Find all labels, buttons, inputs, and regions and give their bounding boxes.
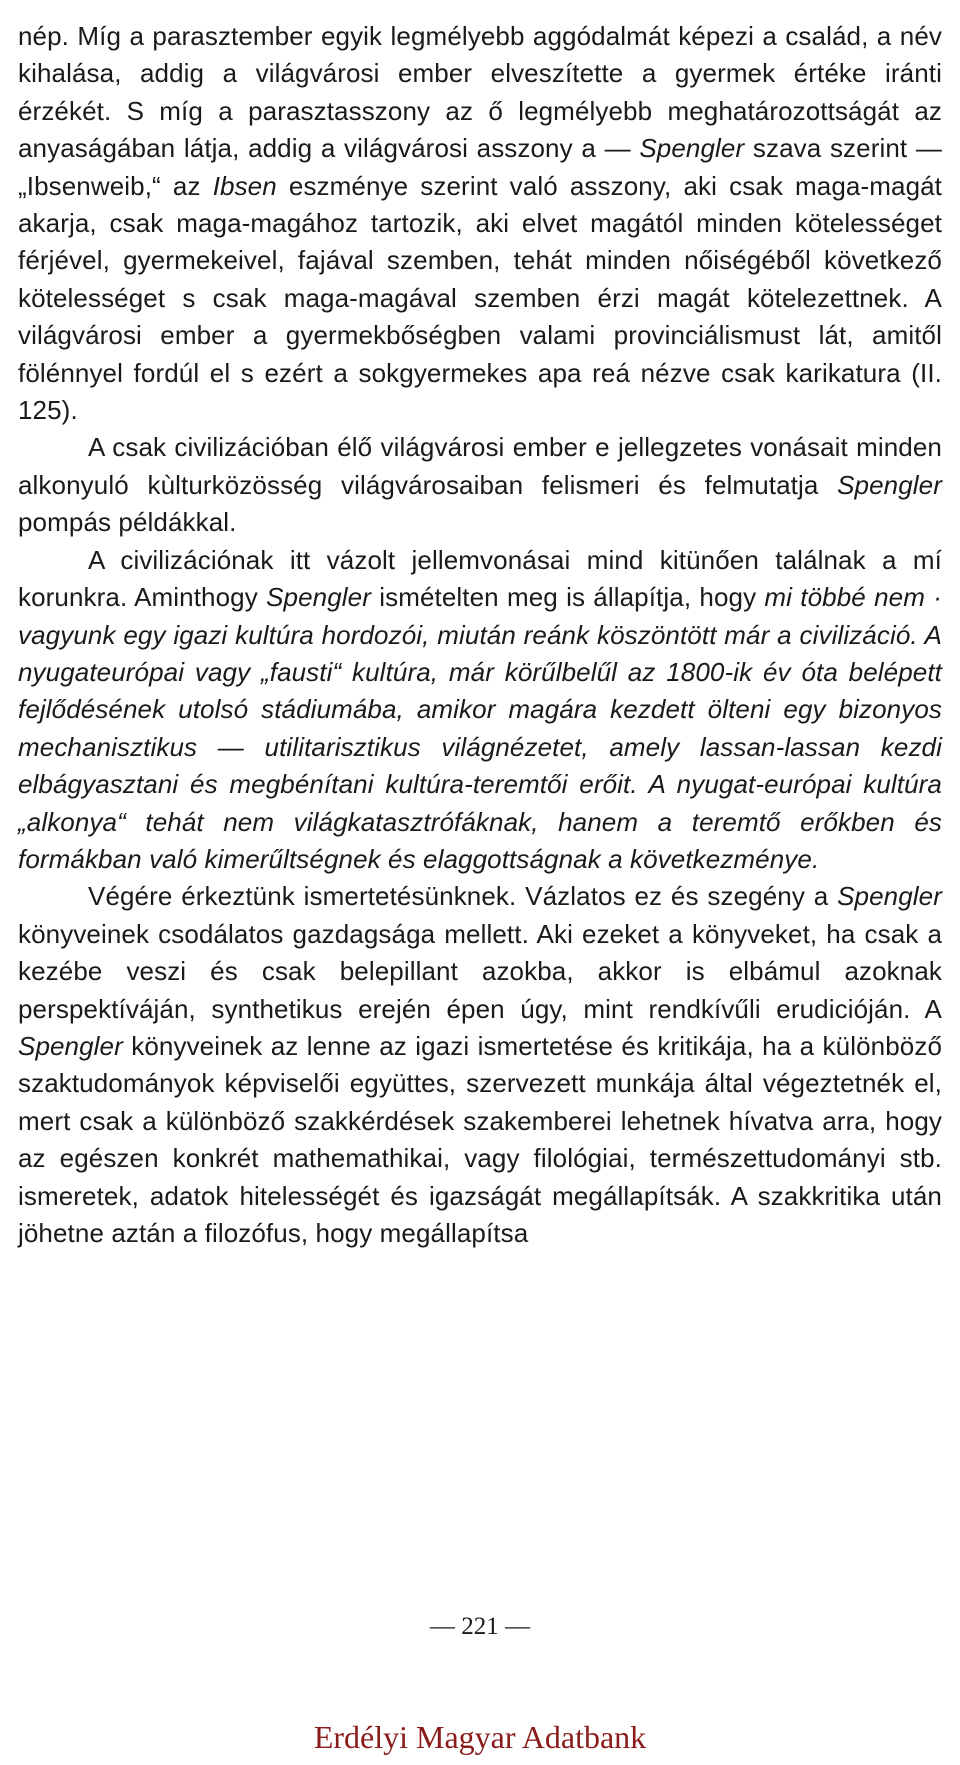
text-run: A civilizációnak itt vázolt jellemvonásai mind kitünően találnak a mí korunkra. Aminthogy bbox=[18, 544, 942, 613]
paragraph bbox=[18, 878, 942, 1252]
text-run: szava szerint — „Ibsenweib,“ az bbox=[18, 133, 942, 201]
text-run: ismételten meg is állapítja, hogy bbox=[370, 582, 765, 613]
text-run: A csak civilizációban élő világvárosi ember e jellegzetes vonásait minden alkonyuló kùlturközösség világvárosaiban felismeri és felmutatja bbox=[18, 432, 942, 500]
paragraph bbox=[18, 429, 942, 541]
body-text bbox=[18, 18, 942, 1252]
italic-run: Spengler bbox=[266, 582, 371, 613]
text-run: pompás példákkal. bbox=[18, 507, 237, 538]
italic-run: Spengler bbox=[837, 469, 942, 500]
text-run: könyveinek csodálatos gazdagsága mellett. Aki ezeket a könyveket, ha csak a kezébe veszi és csak belepillant azokba, akkor is elbámul azoknak perspektíváján, synthetikus erején épen úgy, mint rendkívűli erudicióján. A bbox=[18, 918, 942, 1024]
page-number: — 221 — bbox=[430, 1613, 530, 1640]
text-run: könyveinek az lenne az igazi ismertetése és kritikája, ha a különböző szaktudományok képviselői együttes, szervezett munkája által végeztetnék el, mert csak a különböző szakkérdések szakemberei lehetnek hívatva arra, hogy az egészen konkrét mathemathikai, vagy filológiai, természettudományi stb. ismeretek, adatok hitelességét és igazságát megállapítsák. A szakkritika után jöhetne aztán a filozófus, hogy megállapítsa bbox=[18, 1030, 942, 1248]
text-run: eszménye szerint való asszony, aki csak maga-magát akarja, csak maga-magához tartozik, aki elvet magától minden kötelességet férjével, gyermekeivel, fajával szemben, tehát minden nőiségéből következő kötelességet s csak maga-magával szemben érzi magát kötelezettnek. A világvárosi ember a gyermekbőségben valami provinciálismust lát, amitől fölénnyel fordúl el s ezért a sokgyermekes apa reá nézve csak karikatura (II. 125). bbox=[18, 170, 943, 426]
text-run: Végére érkeztünk ismertetésünknek. Vázlatos ez és szegény a bbox=[88, 881, 838, 912]
italic-run: mi többé nem · vagyunk egy igazi kultúra hordozói, miután reánk köszöntött már a civilizáció. A nyugateurópai vagy „fausti“ kultúra, már körűlbelűl az 1800-ik év óta belépett fejlődésének utolsó stádiumába, amikor magára kezdett ölteni egy bizonyos mechanisztikus — utilitarisztikus világnézetet, amely lassan-lassan kezdi elbágyasztani és megbénítani kultúra-teremtői erőit. A nyugat-európai kultúra „alkonya“ tehát nem világkatasztrófáknak, hanem a teremtő erőkben és formákban való kimerűltségnek és elaggottságnak a következménye. bbox=[18, 582, 942, 874]
paragraph bbox=[18, 542, 942, 879]
paragraph bbox=[18, 18, 942, 429]
footer-watermark: Erdélyi Magyar Adatbank bbox=[313, 1719, 647, 1755]
italic-run: Ibsen bbox=[212, 170, 277, 201]
italic-run: Spengler bbox=[837, 881, 942, 912]
text-run: nép. Míg a parasztember egyik legmélyebb aggódalmát képezi a család, a név kihalása, addig a világvárosi ember elveszítette a gyermek értéke iránti érzékét. S míg a parasztasszony az ő legmélyebb meghatározottságát az anyaságában látja, addig a világvárosi asszony a — bbox=[18, 21, 942, 164]
italic-run: Spengler bbox=[639, 133, 745, 164]
italic-run: Spengler bbox=[18, 1030, 123, 1061]
